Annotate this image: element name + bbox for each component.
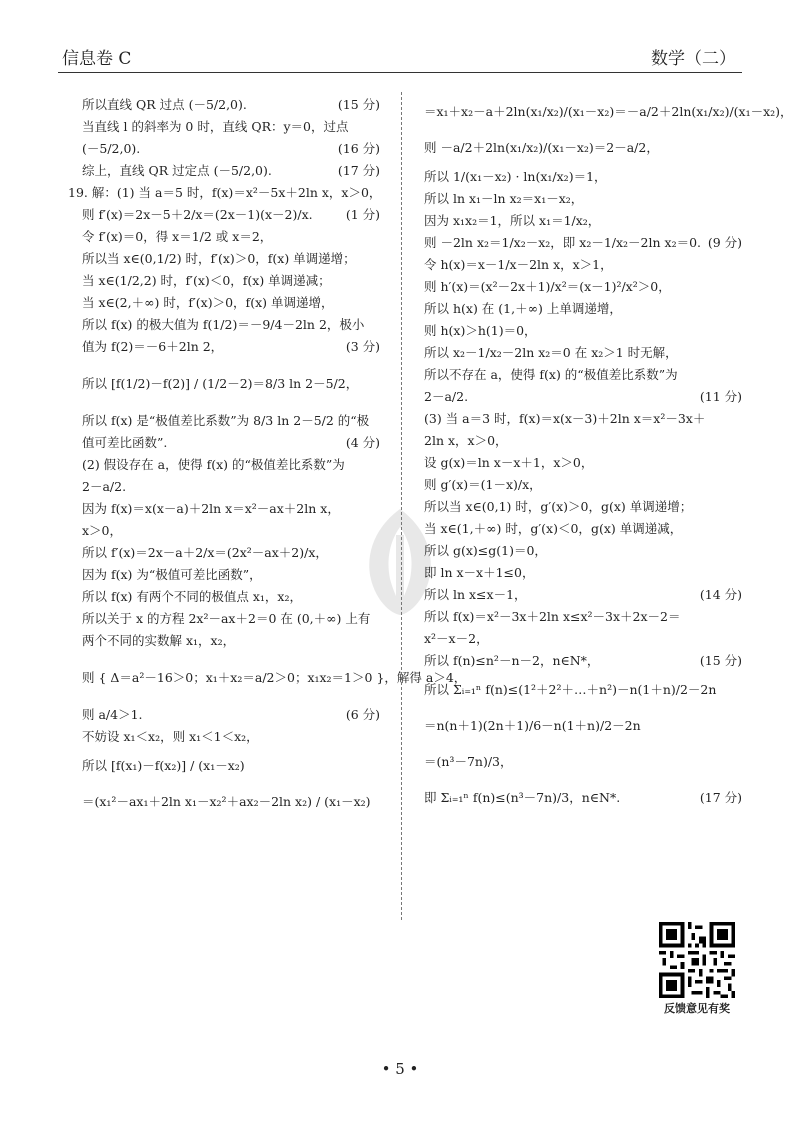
- solution-line-text: 因为 f(x) 为“极值可差比函数”，: [82, 567, 262, 582]
- solution-line-text: 19. 解：(1) 当 a＝5 时，f(x)＝x²－5x＋2ln x，x＞0，: [68, 185, 382, 200]
- header-left-title: 信息卷 C: [62, 49, 132, 69]
- solution-line: [424, 672, 742, 708]
- header-rule: [58, 72, 742, 73]
- solution-line: [424, 298, 742, 320]
- solution-line-text: 所以 1/(x₁－x₂) · ln(x₁/x₂)＝1，: [424, 169, 607, 184]
- solution-line: [424, 452, 742, 474]
- score-label: (9 分): [707, 235, 742, 250]
- solution-line-text: 即 ln x－x＋1≤0，: [424, 565, 535, 580]
- solution-line: [68, 748, 380, 784]
- solution-line: [424, 708, 742, 744]
- solution-line-text: 因为 f(x)＝x(x－a)＋2ln x＝x²－ax＋2ln x，: [82, 501, 340, 516]
- solution-line: [424, 430, 742, 452]
- solution-line-text: 令 f′(x)＝0，得 x＝1/2 或 x＝2，: [82, 229, 273, 244]
- column-divider: [401, 92, 402, 920]
- solution-line: [68, 704, 380, 726]
- solution-line-text: 值可差比函数”.: [82, 435, 168, 450]
- solution-line: [68, 630, 380, 652]
- score-label: (4 分): [345, 435, 380, 450]
- solution-line: [424, 650, 742, 672]
- solution-line-text: 值为 f(2)＝－6＋2ln 2，: [82, 339, 224, 354]
- solution-line: [68, 138, 380, 160]
- solution-line-text: (3) 当 a＝3 时，f(x)＝x(x－3)＋2ln x＝x²－3x＋: [424, 411, 706, 426]
- solution-line-text: 所以 f(x) 有两个不同的极值点 x₁，x₂，: [82, 589, 302, 604]
- solution-line-text: 则 { Δ＝a²－16＞0；x₁＋x₂＝a/2＞0；x₁x₂＝1＞0 }，解得 a＞4，: [82, 670, 467, 685]
- solution-line: [68, 94, 380, 116]
- solution-line-text: 则 g′(x)＝(1－x)/x，: [424, 477, 542, 492]
- solution-line-text: 则 h(x)＞h(1)＝0，: [424, 323, 537, 338]
- solution-line: [68, 204, 380, 226]
- solution-line-text: 因为 x₁x₂＝1，所以 x₁＝1/x₂，: [424, 213, 601, 228]
- solution-line-text: 2－a/2.: [424, 389, 469, 404]
- solution-line-text: (2) 假设存在 a，使得 f(x) 的“极值差比系数”为: [82, 457, 345, 472]
- qr-code-icon: [659, 922, 735, 998]
- solution-line: [68, 226, 380, 248]
- solution-line: [424, 744, 742, 780]
- solution-line: [424, 496, 742, 518]
- solution-line-text: 则 －a/2＋2ln(x₁/x₂)/(x₁－x₂)＝2－a/2，: [424, 140, 659, 155]
- solution-line: [68, 608, 380, 630]
- solution-line: [424, 780, 742, 816]
- right-column: [424, 94, 793, 816]
- score-label: (11 分): [699, 389, 742, 404]
- solution-line-text: 所以当 x∈(0,1) 时，g′(x)＞0，g(x) 单调递增；: [424, 499, 693, 514]
- solution-line-text: 所以 g(x)≤g(1)＝0，: [424, 543, 547, 558]
- solution-line-text: 所以 Σᵢ₌₁ⁿ f(n)≤(1²＋2²＋…＋n²)－n(1＋n)/2－2n: [424, 682, 717, 697]
- header-right-title: 数学（二）: [651, 49, 736, 69]
- solution-line-text: 所以 ln x₁－ln x₂＝x₁－x₂，: [424, 191, 584, 206]
- page-number: • 5 •: [381, 1060, 419, 1078]
- solution-line: [68, 784, 380, 820]
- score-label: (15 分): [699, 653, 742, 668]
- solution-line-text: 2－a/2.: [82, 479, 127, 494]
- solution-line-text: 所以 [f(1/2)－f(2)] / (1/2－2)＝8/3 ln 2－5/2，: [82, 376, 359, 391]
- solution-line: [424, 364, 742, 386]
- solution-line-text: 2ln x，x＞0，: [424, 433, 508, 448]
- solution-line: [424, 276, 742, 298]
- solution-line: [68, 248, 380, 270]
- solution-line-text: 则 h′(x)＝(x²－2x＋1)/x²＝(x－1)²/x²＞0，: [424, 279, 671, 294]
- solution-line-text: 所以 ln x≤x－1，: [424, 587, 527, 602]
- solution-line: [68, 726, 380, 748]
- score-label: (16 分): [337, 141, 380, 156]
- solution-line-text: 所以当 x∈(0,1/2) 时，f′(x)＞0，f(x) 单调递增；: [82, 251, 356, 266]
- solution-line-text: ＝(x₁²－ax₁＋2ln x₁－x₂²＋ax₂－2ln x₂) / (x₁－x₂): [82, 794, 371, 809]
- solution-line-text: 当 x∈(2,＋∞) 时，f′(x)＞0，f(x) 单调递增，: [82, 295, 334, 310]
- qr-caption: 反馈意见有奖: [664, 1002, 730, 1015]
- solution-line: [424, 562, 742, 584]
- solution-line: [424, 408, 742, 430]
- solution-line: [424, 386, 742, 408]
- solution-line: [68, 314, 380, 336]
- score-label: (15 分): [337, 97, 380, 112]
- solution-line: [68, 432, 380, 454]
- solution-line-text: x²－x－2，: [424, 631, 489, 646]
- solution-line: [68, 270, 380, 292]
- solution-line-text: 所以 f(x)＝x²－3x＋2ln x≤x²－3x＋2x－2＝: [424, 609, 681, 624]
- solution-line: [68, 116, 380, 138]
- score-label: (1 分): [345, 207, 380, 222]
- solution-line: [424, 130, 742, 166]
- solution-line: [424, 540, 742, 562]
- solution-line-text: 则 －2ln x₂＝1/x₂－x₂，即 x₂－1/x₂－2ln x₂＝0.: [424, 235, 702, 250]
- solution-line: [424, 518, 742, 540]
- score-label: (14 分): [699, 587, 742, 602]
- solution-line-text: 两个不同的实数解 x₁，x₂，: [82, 633, 236, 648]
- solution-line: [424, 320, 742, 342]
- solution-line-text: 则 f′(x)＝2x－5＋2/x＝(2x－1)(x－2)/x.: [82, 207, 313, 222]
- solution-line: [68, 454, 380, 476]
- solution-line: [424, 474, 742, 496]
- solution-line-text: 所以 f(x) 是“极值差比系数”为 8/3 ln 2－5/2 的“极: [82, 413, 370, 428]
- solution-line: [424, 166, 742, 188]
- solution-line: [424, 606, 742, 628]
- solution-line-text: 所以 f(x) 的极大值为 f(1/2)＝－9/4－2ln 2，极小: [82, 317, 365, 332]
- solution-line: [68, 498, 380, 520]
- solution-line: [424, 342, 742, 364]
- solution-line-text: 当 x∈(1/2,2) 时，f′(x)＜0，f(x) 单调递减；: [82, 273, 331, 288]
- solution-line: [68, 586, 380, 608]
- solution-line-text: 所以 x₂－1/x₂－2ln x₂＝0 在 x₂＞1 时无解，: [424, 345, 678, 360]
- solution-line: [68, 358, 380, 410]
- solution-line: [68, 292, 380, 314]
- solution-line-text: 当直线 l 的斜率为 0 时，直线 QR：y＝0，过点: [82, 119, 349, 134]
- solution-line: [424, 188, 742, 210]
- solution-line-text: 综上，直线 QR 过定点 (－5/2,0).: [82, 163, 272, 178]
- solution-line: [68, 652, 467, 704]
- solution-line-text: 所以不存在 a，使得 f(x) 的“极值差比系数”为: [424, 367, 678, 382]
- solution-line: [424, 584, 742, 606]
- solution-line: [68, 564, 380, 586]
- solution-line-text: x＞0，: [82, 523, 123, 538]
- solution-line-text: 所以关于 x 的方程 2x²－ax＋2＝0 在 (0,＋∞) 上有: [82, 611, 371, 626]
- score-label: (6 分): [345, 707, 380, 722]
- solution-line: [424, 210, 742, 232]
- solution-line-text: 不妨设 x₁＜x₂，则 x₁＜1＜x₂，: [82, 729, 259, 744]
- solution-line: [424, 628, 742, 650]
- solution-line: [424, 232, 742, 254]
- solution-line-text: 所以 h(x) 在 (1,＋∞) 上单调递增，: [424, 301, 622, 316]
- solution-line: [68, 542, 380, 564]
- solution-line-text: 设 g(x)＝ln x－x＋1，x＞0，: [424, 455, 594, 470]
- solution-line: [68, 410, 380, 432]
- solution-line-text: 则 a/4＞1.: [82, 707, 143, 722]
- solution-line-text: 即 Σᵢ₌₁ⁿ f(n)≤(n³－7n)/3，n∈N*.: [424, 790, 621, 805]
- solution-line: [68, 520, 380, 542]
- solution-line-text: 所以 [f(x₁)－f(x₂)] / (x₁－x₂): [82, 758, 245, 773]
- solution-line-text: 所以 f′(x)＝2x－a＋2/x＝(2x²－ax＋2)/x，: [82, 545, 328, 560]
- solution-line-text: ＝(n³－7n)/3，: [424, 754, 513, 769]
- score-label: (3 分): [345, 339, 380, 354]
- solution-line-text: 当 x∈(1,＋∞) 时，g′(x)＜0，g(x) 单调递减，: [424, 521, 683, 536]
- score-label: (17 分): [337, 163, 380, 178]
- solution-line-text: ＝n(n＋1)(2n＋1)/6－n(1＋n)/2－2n: [424, 718, 641, 733]
- solution-line: [68, 160, 380, 182]
- solution-line-text: 所以 f(n)≤n²－n－2，n∈N*，: [424, 653, 600, 668]
- left-column: [68, 94, 467, 820]
- solution-line: [68, 336, 380, 358]
- solution-line: [68, 476, 380, 498]
- solution-line-text: (－5/2,0).: [82, 141, 141, 156]
- solution-line: [424, 254, 742, 276]
- solution-line: [68, 182, 380, 204]
- solution-line-text: 令 h(x)＝x－1/x－2ln x，x＞1，: [424, 257, 613, 272]
- solution-line-text: ＝x₁＋x₂－a＋2ln(x₁/x₂)/(x₁－x₂)＝－a/2＋2ln(x₁/x₂)/(x₁－x₂)，: [424, 104, 793, 119]
- score-label: (17 分): [699, 790, 742, 805]
- solution-line-text: 所以直线 QR 过点 (－5/2,0).: [82, 97, 247, 112]
- solution-line: [424, 94, 793, 130]
